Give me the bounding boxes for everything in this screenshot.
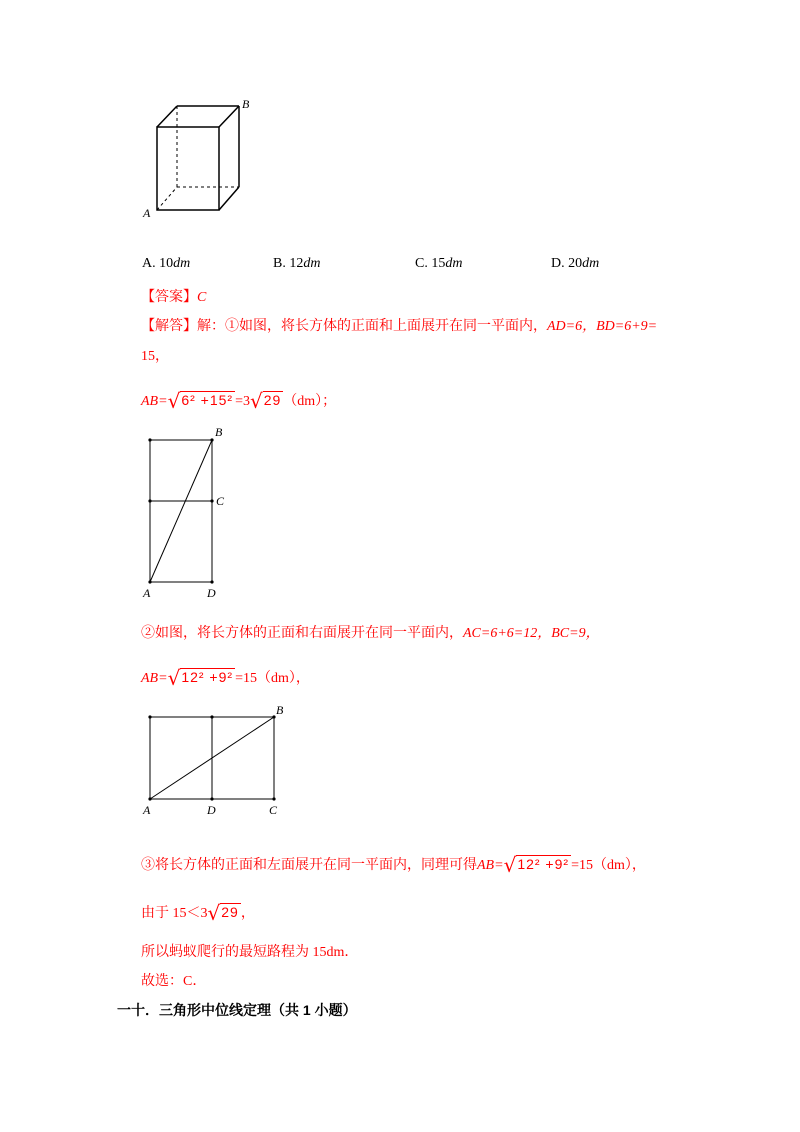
step1-ab-lhs: AB= <box>141 394 168 409</box>
step2-ac: AC=6+6=12， <box>463 626 552 641</box>
answer-value: C <box>197 290 207 305</box>
option-b-unit: dm <box>303 256 321 271</box>
answer-tag: 【答案】 <box>141 290 197 305</box>
option-b-value: 12 <box>289 256 304 271</box>
option-d-unit: dm <box>582 256 600 271</box>
radical-sign-icon: √ <box>503 853 517 877</box>
fig2-label-a: A <box>143 586 151 600</box>
option-d-value: 20 <box>568 256 583 271</box>
fig2-label-b: B <box>215 425 223 439</box>
radical-sign-icon: √ <box>167 666 181 690</box>
fig2-label-d: D <box>207 586 216 600</box>
fig2-label-c: C <box>216 494 225 508</box>
fig3-label-c: C <box>269 803 278 817</box>
step2-intro: ②如图，将长方体的正面和右面展开在同一平面内， <box>141 626 463 641</box>
step3-radicand: 12² +9² <box>517 856 570 872</box>
option-a-letter: A. <box>142 256 156 271</box>
compare-end: ， <box>240 906 255 921</box>
step1-intro: 解：①如图，将长方体的正面和上面展开在同一平面内， <box>197 319 547 334</box>
option-c-value: 15 <box>431 256 446 271</box>
conclusion-text: 所以蚂蚁爬行的最短路程为 15dm． <box>141 945 359 960</box>
choice-line <box>141 970 206 990</box>
step2-ab-lhs: AB= <box>141 671 168 686</box>
choice-text: 故选：C． <box>141 974 207 989</box>
option-b-letter: B. <box>273 256 286 271</box>
option-a-unit: dm <box>173 256 191 271</box>
option-c-letter: C. <box>415 256 428 271</box>
step1-unit: （dm）； <box>283 394 337 409</box>
step3-intro: ③将长方体的正面和左面展开在同一平面内，同理可得 <box>141 858 477 873</box>
section-heading: 一十．三角形中位线定理（共 1 小题） <box>117 1002 357 1018</box>
compare-rad: 29 <box>221 904 239 920</box>
step1-result-rad: 29 <box>263 392 282 408</box>
step1-ad: AD=6， <box>547 319 597 334</box>
step2-radicand: 12² +9² <box>181 669 234 685</box>
cuboid-label-a: A <box>143 206 151 220</box>
step1-radicand: 6² +15² <box>181 392 234 408</box>
radical-sign-icon: √ <box>167 389 181 413</box>
radical-sign-icon: √ <box>207 901 221 925</box>
option-d-letter: D. <box>551 256 565 271</box>
step2-bc: BC=9， <box>551 626 600 641</box>
fig3-label-a: A <box>143 803 151 817</box>
cuboid-label-b: B <box>242 97 250 111</box>
solution-tag: 【解答】 <box>141 319 197 334</box>
option-a-value: 10 <box>159 256 174 271</box>
step3-line <box>141 850 646 877</box>
step3-ab-lhs: AB= <box>477 858 504 873</box>
step1-eq: =3 <box>235 394 250 409</box>
fig3-label-b: B <box>276 703 284 717</box>
conclusion-line <box>141 941 358 961</box>
compare-line <box>141 898 255 925</box>
step1-cont: 15， <box>141 349 169 364</box>
step1-bd: BD=6+9= <box>596 319 658 334</box>
step2-result: =15（dm）， <box>235 671 310 686</box>
step3-result: =15（dm）， <box>571 858 646 873</box>
fig3-label-d: D <box>207 803 216 817</box>
option-c-unit: dm <box>445 256 463 271</box>
radical-sign-icon: √ <box>249 389 263 413</box>
unfold-figure-2-lines <box>150 717 274 799</box>
compare-text: 由于 15＜3 <box>141 906 208 921</box>
